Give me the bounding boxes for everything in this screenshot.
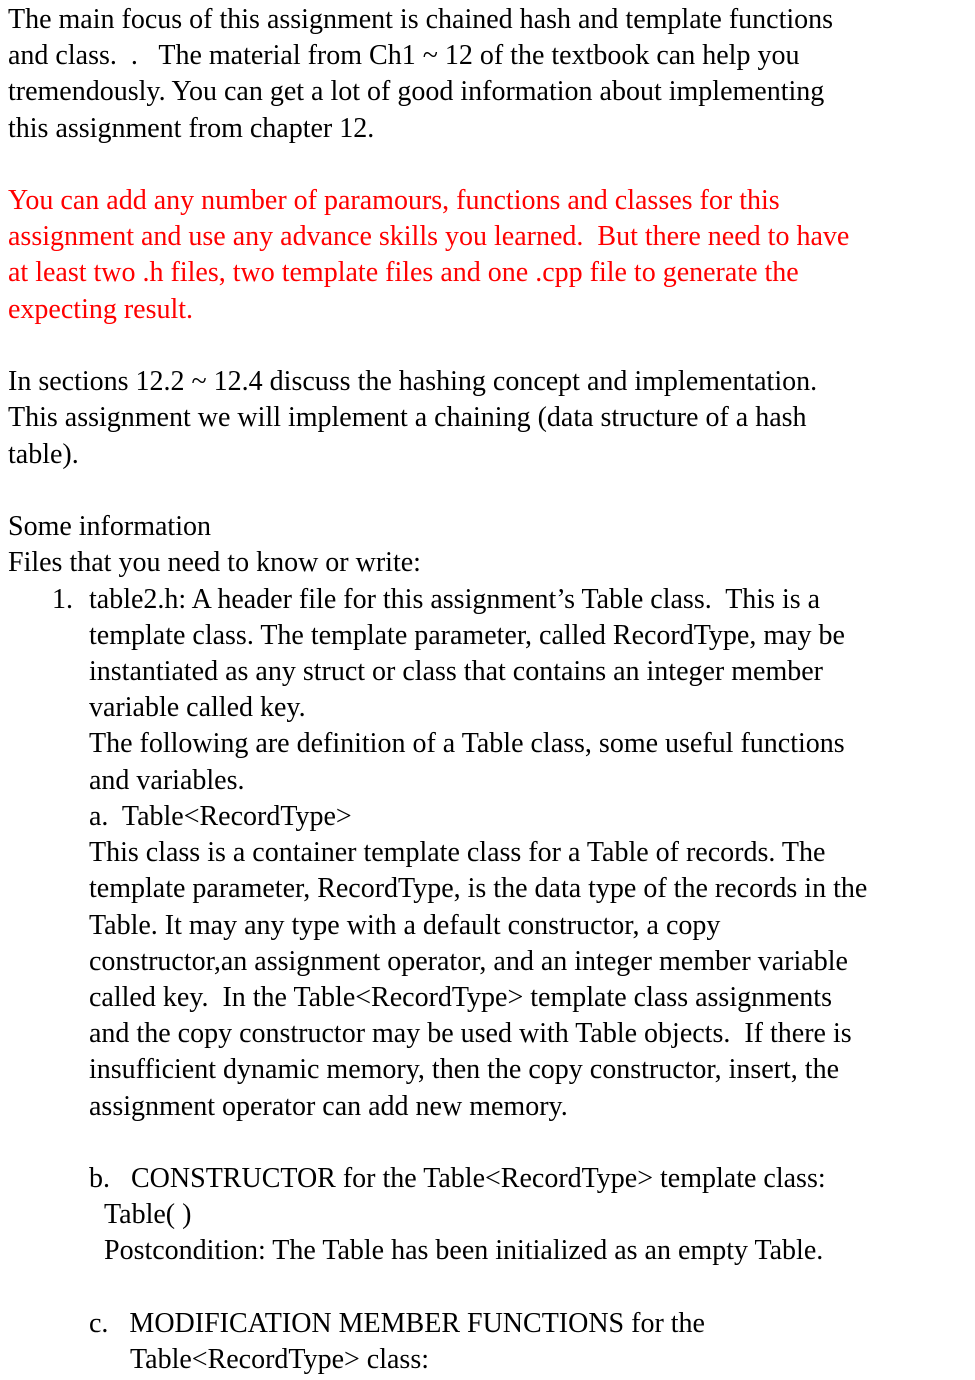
sub-a-line-4: constructor,an assignment operator, and an integer member variable bbox=[89, 946, 848, 977]
item-1-number: 1. bbox=[52, 584, 73, 615]
item-1-line-5: The following are definition of a Table class, some useful functions bbox=[89, 728, 845, 759]
sections-line-2: This assignment we will implement a chaining (data structure of a hash bbox=[8, 402, 807, 433]
sub-c-heading: c. MODIFICATION MEMBER FUNCTIONS for the bbox=[89, 1308, 705, 1339]
requirements-line-1: You can add any number of paramours, functions and classes for this bbox=[8, 185, 780, 216]
sub-a-line-5: called key. In the Table<RecordType> template class assignments bbox=[89, 982, 832, 1013]
item-1-line-1: table2.h: A header file for this assignment’s Table class. This is a bbox=[89, 584, 821, 615]
info-heading: Some information bbox=[8, 511, 211, 542]
sub-a-line-1: This class is a container template class for a Table of records. The bbox=[89, 837, 826, 868]
intro-line-4: this assignment from chapter 12. bbox=[8, 113, 375, 144]
requirements-line-2: assignment and use any advance skills you learned. But there need to have bbox=[8, 221, 850, 252]
files-heading: Files that you need to know or write: bbox=[8, 547, 421, 578]
sections-line-3: table). bbox=[8, 439, 79, 470]
sub-b-postcondition: Postcondition: The Table has been initialized as an empty Table. bbox=[104, 1235, 824, 1266]
intro-line-1: The main focus of this assignment is chained hash and template functions bbox=[8, 4, 834, 35]
sub-c-line-2: Table<RecordType> class: bbox=[130, 1344, 430, 1375]
sub-b-heading: b. CONSTRUCTOR for the Table<RecordType> template class: bbox=[89, 1163, 826, 1194]
requirements-line-3: at least two .h files, two template files and one .cpp file to generate the bbox=[8, 257, 799, 288]
sections-line-1: In sections 12.2 ~ 12.4 discuss the hashing concept and implementation. bbox=[8, 366, 818, 397]
item-1-line-4: variable called key. bbox=[89, 692, 306, 723]
sub-a-line-2: template parameter, RecordType, is the data type of the records in the bbox=[89, 873, 868, 904]
item-1-line-2: template class. The template parameter, called RecordType, may be bbox=[89, 620, 845, 651]
sub-a-line-7: insufficient dynamic memory, then the copy constructor, insert, the bbox=[89, 1054, 840, 1085]
requirements-line-4: expecting result. bbox=[8, 294, 194, 325]
sub-a-line-3: Table. It may any type with a default constructor, a copy bbox=[89, 910, 721, 941]
intro-line-3: tremendously. You can get a lot of good information about implementing bbox=[8, 76, 825, 107]
item-1-line-6: and variables. bbox=[89, 765, 245, 796]
sub-a-heading: a. Table<RecordType> bbox=[89, 801, 352, 832]
intro-line-2: and class. . The material from Ch1 ~ 12 of the textbook can help you bbox=[8, 40, 800, 71]
sub-a-line-8: assignment operator can add new memory. bbox=[89, 1091, 568, 1122]
item-1-line-3: instantiated as any struct or class that contains an integer member bbox=[89, 656, 823, 687]
sub-a-line-6: and the copy constructor may be used with Table objects. If there is bbox=[89, 1018, 852, 1049]
sub-b-signature: Table( ) bbox=[104, 1199, 192, 1230]
